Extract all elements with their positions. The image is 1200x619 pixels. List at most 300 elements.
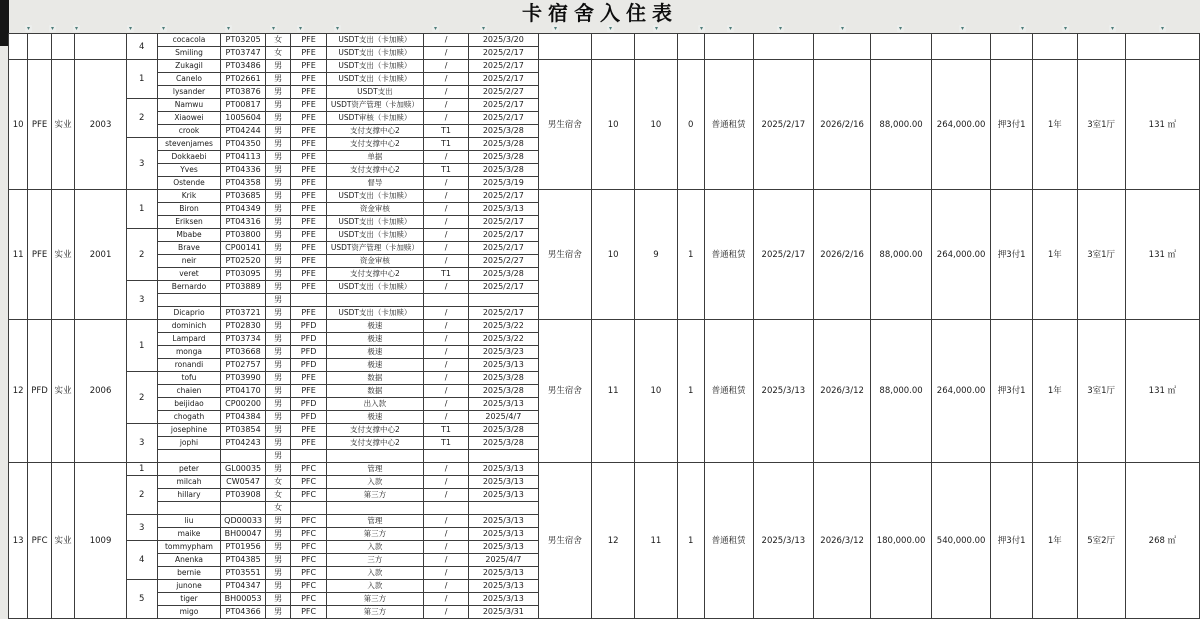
cell-name[interactable]: beijidao <box>157 398 221 411</box>
cell-gender[interactable]: 男 <box>265 385 291 398</box>
cell-date[interactable]: 2025/3/22 <box>469 320 539 333</box>
cell-type[interactable]: 实业 <box>51 320 75 463</box>
cell-dept[interactable]: PFE <box>291 86 326 99</box>
cell-dept[interactable]: PFC <box>291 567 326 580</box>
cell-rent[interactable]: 180,000.00 <box>871 463 932 619</box>
cell-dorm_type[interactable]: 男生宿舍 <box>538 190 591 320</box>
cell-dept[interactable]: PFE <box>291 242 326 255</box>
cell-building[interactable] <box>75 34 126 60</box>
cell-gender[interactable]: 女 <box>265 502 291 515</box>
cell-end[interactable]: 2026/2/16 <box>814 60 871 190</box>
cell-date[interactable]: 2025/4/7 <box>469 411 539 424</box>
cell-position[interactable]: 入款 <box>326 567 423 580</box>
cell-name[interactable]: Smiling <box>157 47 221 60</box>
cell-level[interactable]: / <box>424 307 469 320</box>
cell-name[interactable]: Mbabe <box>157 229 221 242</box>
cell-id[interactable]: PT03854 <box>221 424 266 437</box>
cell-name[interactable]: dominich <box>157 320 221 333</box>
cell-occupied[interactable]: 10 <box>635 320 677 463</box>
cell-id[interactable]: PT02757 <box>221 359 266 372</box>
cell-gender[interactable]: 男 <box>265 73 291 86</box>
cell-end[interactable] <box>814 34 871 60</box>
cell-date[interactable]: 2025/2/17 <box>469 99 539 112</box>
cell-gender[interactable]: 男 <box>265 346 291 359</box>
cell-layout[interactable] <box>1077 34 1125 60</box>
cell-lease[interactable]: 普通租赁 <box>704 60 753 190</box>
cell-name[interactable]: tiger <box>157 593 221 606</box>
cell-room[interactable]: 1 <box>126 60 157 99</box>
cell-dept[interactable]: PFE <box>291 164 326 177</box>
cell-start[interactable]: 2025/3/13 <box>753 320 814 463</box>
cell-position[interactable]: 支付支撑中心2 <box>326 125 423 138</box>
cell-gender[interactable]: 男 <box>265 151 291 164</box>
cell-position[interactable]: 数据 <box>326 372 423 385</box>
cell-gender[interactable]: 男 <box>265 112 291 125</box>
cell-dept[interactable]: PFE <box>291 34 326 47</box>
cell-name[interactable]: Namwu <box>157 99 221 112</box>
cell-name[interactable]: Bernardo <box>157 281 221 294</box>
cell-level[interactable]: / <box>424 580 469 593</box>
cell-position[interactable]: 极速 <box>326 333 423 346</box>
cell-name[interactable]: hillary <box>157 489 221 502</box>
cell-position[interactable]: USDT支出（卡加赎） <box>326 190 423 203</box>
cell-beds[interactable]: 11 <box>592 320 635 463</box>
cell-vacant[interactable] <box>677 34 704 60</box>
cell-id[interactable]: CP00200 <box>221 398 266 411</box>
filter-arrow-icon[interactable]: ▾ <box>74 25 78 32</box>
cell-gender[interactable]: 男 <box>265 138 291 151</box>
cell-room[interactable]: 3 <box>126 424 157 463</box>
cell-name[interactable]: Canelo <box>157 73 221 86</box>
cell-position[interactable]: 单据 <box>326 151 423 164</box>
cell-room[interactable]: 4 <box>126 34 157 60</box>
cell-lease[interactable]: 普通租赁 <box>704 463 753 619</box>
cell-dept[interactable]: PFE <box>291 203 326 216</box>
cell-dept[interactable]: PFC <box>291 554 326 567</box>
cell-start[interactable]: 2025/3/13 <box>753 463 814 619</box>
cell-vacant[interactable]: 1 <box>677 190 704 320</box>
cell-name[interactable]: stevenjames <box>157 138 221 151</box>
cell-gender[interactable]: 男 <box>265 268 291 281</box>
cell-id[interactable]: PT03734 <box>221 333 266 346</box>
cell-date[interactable]: 2025/3/28 <box>469 268 539 281</box>
cell-name[interactable]: tommypham <box>157 541 221 554</box>
cell-position[interactable]: 资金审核 <box>326 203 423 216</box>
cell-level[interactable]: / <box>424 515 469 528</box>
cell-gender[interactable]: 男 <box>265 242 291 255</box>
cell-dorm_type[interactable]: 男生宿舍 <box>538 60 591 190</box>
filter-arrow-icon[interactable]: ▾ <box>335 25 339 32</box>
cell-dept[interactable]: PFC <box>291 476 326 489</box>
cell-date[interactable]: 2025/3/13 <box>469 398 539 411</box>
cell-dept[interactable]: PFD <box>291 320 326 333</box>
cell-position[interactable]: USDT支出（卡加赎） <box>326 281 423 294</box>
cell-id[interactable]: PT03800 <box>221 229 266 242</box>
cell-end[interactable]: 2026/2/16 <box>814 190 871 320</box>
cell-position[interactable]: USDT资产管理（卡加赎） <box>326 99 423 112</box>
cell-name[interactable]: veret <box>157 268 221 281</box>
cell-position[interactable] <box>326 450 423 463</box>
cell-level[interactable]: / <box>424 463 469 476</box>
cell-position[interactable]: 第三方 <box>326 489 423 502</box>
cell-level[interactable]: / <box>424 255 469 268</box>
cell-type[interactable] <box>51 34 75 60</box>
cell-gender[interactable]: 男 <box>265 411 291 424</box>
cell-date[interactable]: 2025/3/28 <box>469 164 539 177</box>
cell-room[interactable]: 5 <box>126 580 157 619</box>
cell-position[interactable]: 支付支撑中心2 <box>326 268 423 281</box>
cell-lease[interactable]: 普通租赁 <box>704 190 753 320</box>
filter-arrow-icon[interactable]: ▾ <box>271 25 275 32</box>
cell-id[interactable]: PT04385 <box>221 554 266 567</box>
cell-position[interactable]: 极速 <box>326 359 423 372</box>
cell-name[interactable] <box>157 294 221 307</box>
cell-date[interactable]: 2025/3/13 <box>469 463 539 476</box>
cell-gender[interactable]: 男 <box>265 437 291 450</box>
cell-position[interactable]: USDT支出（卡加赎） <box>326 73 423 86</box>
cell-position[interactable]: 支付支撑中心2 <box>326 437 423 450</box>
cell-name[interactable]: maike <box>157 528 221 541</box>
cell-level[interactable]: / <box>424 242 469 255</box>
cell-room[interactable]: 2 <box>126 229 157 281</box>
cell-position[interactable]: 管理 <box>326 515 423 528</box>
cell-dept[interactable]: PFC <box>291 489 326 502</box>
cell-type[interactable]: 实业 <box>51 60 75 190</box>
cell-name[interactable]: Lampard <box>157 333 221 346</box>
cell-area[interactable] <box>1125 34 1199 60</box>
cell-gender[interactable]: 男 <box>265 398 291 411</box>
cell-total[interactable] <box>932 34 991 60</box>
cell-gender[interactable]: 男 <box>265 372 291 385</box>
cell-dept[interactable]: PFD <box>291 411 326 424</box>
cell-room[interactable]: 3 <box>126 281 157 320</box>
cell-dept[interactable]: PFC <box>291 606 326 619</box>
cell-position[interactable]: 极速 <box>326 346 423 359</box>
filter-arrow-icon[interactable]: ▾ <box>728 25 732 32</box>
cell-position[interactable]: USDT支出（卡加赎） <box>326 229 423 242</box>
cell-date[interactable]: 2025/3/13 <box>469 476 539 489</box>
cell-dept[interactable]: PFE <box>291 307 326 320</box>
cell-name[interactable]: monga <box>157 346 221 359</box>
cell-level[interactable]: / <box>424 333 469 346</box>
cell-start[interactable]: 2025/2/17 <box>753 190 814 320</box>
cell-position[interactable]: 第三方 <box>326 593 423 606</box>
filter-arrow-icon[interactable]: ▾ <box>898 25 902 32</box>
cell-dept[interactable]: PFE <box>291 112 326 125</box>
cell-id[interactable]: PT04366 <box>221 606 266 619</box>
cell-dept[interactable]: PFE <box>291 190 326 203</box>
cell-dept[interactable] <box>291 502 326 515</box>
cell-team[interactable]: PFC <box>28 463 51 619</box>
cell-gender[interactable]: 男 <box>265 424 291 437</box>
cell-building[interactable]: 2006 <box>75 320 126 463</box>
cell-position[interactable]: 三方 <box>326 554 423 567</box>
filter-arrow-icon[interactable]: ▾ <box>960 25 964 32</box>
cell-level[interactable]: T1 <box>424 424 469 437</box>
cell-room[interactable]: 3 <box>126 515 157 541</box>
cell-gender[interactable]: 男 <box>265 60 291 73</box>
cell-level[interactable] <box>424 294 469 307</box>
cell-total[interactable]: 540,000.00 <box>932 463 991 619</box>
cell-term[interactable]: 1年 <box>1033 463 1077 619</box>
cell-date[interactable]: 2025/2/17 <box>469 216 539 229</box>
cell-payment[interactable]: 押3付1 <box>991 60 1033 190</box>
cell-date[interactable] <box>469 502 539 515</box>
cell-dept[interactable]: PFC <box>291 541 326 554</box>
cell-level[interactable]: / <box>424 476 469 489</box>
cell-level[interactable]: / <box>424 151 469 164</box>
cell-room[interactable]: 2 <box>126 99 157 138</box>
cell-payment[interactable] <box>991 34 1033 60</box>
cell-level[interactable]: / <box>424 216 469 229</box>
cell-level[interactable]: / <box>424 34 469 47</box>
cell-name[interactable]: Zukagil <box>157 60 221 73</box>
cell-rent[interactable]: 88,000.00 <box>871 320 932 463</box>
cell-id[interactable] <box>221 294 266 307</box>
cell-level[interactable]: / <box>424 359 469 372</box>
cell-end[interactable]: 2026/3/12 <box>814 320 871 463</box>
cell-position[interactable]: 管理 <box>326 463 423 476</box>
cell-dept[interactable]: PFE <box>291 138 326 151</box>
cell-date[interactable]: 2025/3/23 <box>469 346 539 359</box>
cell-name[interactable] <box>157 450 221 463</box>
cell-gender[interactable]: 男 <box>265 541 291 554</box>
cell-date[interactable]: 2025/3/31 <box>469 606 539 619</box>
cell-level[interactable]: / <box>424 385 469 398</box>
cell-gender[interactable]: 男 <box>265 216 291 229</box>
cell-gender[interactable]: 男 <box>265 229 291 242</box>
cell-gender[interactable]: 男 <box>265 307 291 320</box>
cell-gender[interactable]: 男 <box>265 606 291 619</box>
cell-level[interactable]: / <box>424 528 469 541</box>
cell-date[interactable]: 2025/3/13 <box>469 580 539 593</box>
cell-position[interactable]: USDT支出（卡加赎） <box>326 60 423 73</box>
cell-dept[interactable]: PFE <box>291 125 326 138</box>
cell-date[interactable]: 2025/3/28 <box>469 151 539 164</box>
cell-beds[interactable]: 10 <box>592 190 635 320</box>
cell-seq[interactable]: 13 <box>9 463 28 619</box>
cell-dept[interactable]: PFC <box>291 593 326 606</box>
cell-level[interactable]: / <box>424 60 469 73</box>
cell-level[interactable]: / <box>424 86 469 99</box>
cell-name[interactable]: milcah <box>157 476 221 489</box>
cell-name[interactable]: junone <box>157 580 221 593</box>
cell-id[interactable]: CP00141 <box>221 242 266 255</box>
cell-total[interactable]: 264,000.00 <box>932 190 991 320</box>
cell-dorm_type[interactable]: 男生宿舍 <box>538 463 591 619</box>
cell-vacant[interactable]: 0 <box>677 60 704 190</box>
cell-dept[interactable]: PFE <box>291 268 326 281</box>
cell-term[interactable]: 1年 <box>1033 190 1077 320</box>
cell-dept[interactable]: PFE <box>291 255 326 268</box>
cell-room[interactable]: 1 <box>126 190 157 229</box>
cell-layout[interactable]: 3室1厅 <box>1077 60 1125 190</box>
cell-position[interactable]: 第三方 <box>326 606 423 619</box>
cell-payment[interactable]: 押3付1 <box>991 463 1033 619</box>
cell-seq[interactable]: 10 <box>9 60 28 190</box>
filter-arrow-icon[interactable]: ▾ <box>553 25 557 32</box>
cell-id[interactable]: PT03876 <box>221 86 266 99</box>
cell-id[interactable]: BH00047 <box>221 528 266 541</box>
cell-building[interactable]: 2001 <box>75 190 126 320</box>
cell-id[interactable]: PT03747 <box>221 47 266 60</box>
cell-start[interactable] <box>753 34 814 60</box>
cell-position[interactable]: 督导 <box>326 177 423 190</box>
cell-name[interactable]: Brave <box>157 242 221 255</box>
cell-id[interactable]: PT03668 <box>221 346 266 359</box>
cell-name[interactable]: Krik <box>157 190 221 203</box>
cell-id[interactable]: PT01956 <box>221 541 266 554</box>
cell-room[interactable]: 1 <box>126 320 157 372</box>
cell-gender[interactable]: 男 <box>265 450 291 463</box>
cell-position[interactable]: 支付支撑中心2 <box>326 424 423 437</box>
cell-id[interactable]: PT04336 <box>221 164 266 177</box>
cell-date[interactable]: 2025/3/13 <box>469 593 539 606</box>
cell-dorm_type[interactable] <box>538 34 591 60</box>
cell-level[interactable]: / <box>424 593 469 606</box>
cell-level[interactable]: T1 <box>424 164 469 177</box>
cell-dept[interactable]: PFE <box>291 372 326 385</box>
cell-dept[interactable]: PFE <box>291 99 326 112</box>
cell-position[interactable]: USDT支出 <box>326 86 423 99</box>
cell-seq[interactable]: 12 <box>9 320 28 463</box>
cell-gender[interactable]: 女 <box>265 489 291 502</box>
cell-area[interactable]: 131 ㎡ <box>1125 60 1199 190</box>
cell-level[interactable]: / <box>424 203 469 216</box>
cell-name[interactable]: cocacola <box>157 34 221 47</box>
cell-dept[interactable]: PFE <box>291 437 326 450</box>
cell-id[interactable]: PT03685 <box>221 190 266 203</box>
cell-name[interactable]: crook <box>157 125 221 138</box>
cell-level[interactable]: / <box>424 229 469 242</box>
filter-arrow-icon[interactable]: ▾ <box>1020 25 1024 32</box>
cell-beds[interactable] <box>592 34 635 60</box>
cell-room[interactable]: 3 <box>126 138 157 190</box>
cell-level[interactable]: / <box>424 554 469 567</box>
cell-position[interactable]: USDT审核（卡加赎） <box>326 112 423 125</box>
cell-area[interactable]: 131 ㎡ <box>1125 190 1199 320</box>
cell-term[interactable]: 1年 <box>1033 320 1077 463</box>
cell-date[interactable]: 2025/3/13 <box>469 567 539 580</box>
cell-type[interactable]: 实业 <box>51 463 75 619</box>
cell-occupied[interactable] <box>635 34 677 60</box>
cell-gender[interactable]: 男 <box>265 515 291 528</box>
cell-position[interactable]: 极速 <box>326 320 423 333</box>
cell-name[interactable]: josephine <box>157 424 221 437</box>
cell-level[interactable]: / <box>424 73 469 86</box>
cell-dept[interactable]: PFC <box>291 515 326 528</box>
cell-dept[interactable]: PFE <box>291 47 326 60</box>
cell-gender[interactable]: 男 <box>265 463 291 476</box>
filter-arrow-icon[interactable]: ▾ <box>654 25 658 32</box>
cell-id[interactable]: PT04349 <box>221 203 266 216</box>
cell-name[interactable]: chaien <box>157 385 221 398</box>
cell-id[interactable]: PT03990 <box>221 372 266 385</box>
cell-level[interactable]: / <box>424 190 469 203</box>
filter-arrow-icon[interactable]: ▾ <box>226 25 230 32</box>
cell-level[interactable]: T1 <box>424 138 469 151</box>
cell-rent[interactable] <box>871 34 932 60</box>
cell-name[interactable]: migo <box>157 606 221 619</box>
filter-arrow-icon[interactable]: ▾ <box>50 25 54 32</box>
cell-date[interactable]: 2025/3/13 <box>469 359 539 372</box>
cell-id[interactable]: PT04316 <box>221 216 266 229</box>
cell-name[interactable]: chogath <box>157 411 221 424</box>
cell-date[interactable]: 2025/3/28 <box>469 125 539 138</box>
cell-date[interactable]: 2025/3/28 <box>469 372 539 385</box>
cell-dept[interactable]: PFE <box>291 216 326 229</box>
cell-level[interactable]: / <box>424 281 469 294</box>
cell-date[interactable] <box>469 450 539 463</box>
cell-position[interactable]: 出入款 <box>326 398 423 411</box>
cell-name[interactable]: Xiaowei <box>157 112 221 125</box>
cell-layout[interactable]: 3室1厅 <box>1077 320 1125 463</box>
filter-arrow-icon[interactable]: ▾ <box>433 25 437 32</box>
cell-dept[interactable]: PFC <box>291 528 326 541</box>
cell-type[interactable]: 实业 <box>51 190 75 320</box>
cell-name[interactable]: ronandi <box>157 359 221 372</box>
cell-end[interactable]: 2026/3/12 <box>814 463 871 619</box>
cell-dept[interactable]: PFC <box>291 580 326 593</box>
cell-gender[interactable]: 男 <box>265 255 291 268</box>
cell-id[interactable]: PT03205 <box>221 34 266 47</box>
cell-id[interactable]: PT02661 <box>221 73 266 86</box>
cell-position[interactable]: 第三方 <box>326 528 423 541</box>
cell-term[interactable]: 1年 <box>1033 60 1077 190</box>
cell-name[interactable]: Eriksen <box>157 216 221 229</box>
cell-position[interactable]: 支付支撑中心2 <box>326 164 423 177</box>
cell-level[interactable]: / <box>424 320 469 333</box>
cell-dept[interactable]: PFC <box>291 463 326 476</box>
cell-level[interactable] <box>424 502 469 515</box>
cell-vacant[interactable]: 1 <box>677 463 704 619</box>
cell-dept[interactable]: PFE <box>291 229 326 242</box>
cell-name[interactable]: Ostende <box>157 177 221 190</box>
cell-date[interactable]: 2025/3/13 <box>469 528 539 541</box>
cell-date[interactable]: 2025/3/13 <box>469 515 539 528</box>
cell-seq[interactable] <box>9 34 28 60</box>
cell-occupied[interactable]: 11 <box>635 463 677 619</box>
cell-level[interactable]: / <box>424 398 469 411</box>
cell-room[interactable]: 2 <box>126 476 157 515</box>
cell-date[interactable]: 2025/3/13 <box>469 541 539 554</box>
cell-gender[interactable]: 男 <box>265 281 291 294</box>
cell-area[interactable]: 268 ㎡ <box>1125 463 1199 619</box>
filter-arrow-icon[interactable]: ▾ <box>128 25 132 32</box>
cell-gender[interactable]: 男 <box>265 125 291 138</box>
cell-date[interactable]: 2025/3/19 <box>469 177 539 190</box>
cell-date[interactable]: 2025/3/22 <box>469 333 539 346</box>
cell-level[interactable]: / <box>424 346 469 359</box>
cell-name[interactable]: Yves <box>157 164 221 177</box>
cell-room[interactable]: 2 <box>126 372 157 424</box>
cell-id[interactable]: PT04170 <box>221 385 266 398</box>
cell-level[interactable]: / <box>424 606 469 619</box>
cell-level[interactable]: / <box>424 99 469 112</box>
filter-arrow-icon[interactable]: ▾ <box>161 25 165 32</box>
cell-gender[interactable]: 女 <box>265 47 291 60</box>
cell-date[interactable]: 2025/2/17 <box>469 112 539 125</box>
cell-level[interactable]: / <box>424 47 469 60</box>
cell-level[interactable]: / <box>424 177 469 190</box>
cell-id[interactable]: PT04347 <box>221 580 266 593</box>
cell-id[interactable]: PT03721 <box>221 307 266 320</box>
cell-date[interactable]: 2025/2/17 <box>469 307 539 320</box>
cell-position[interactable]: 极速 <box>326 411 423 424</box>
cell-level[interactable]: T1 <box>424 125 469 138</box>
cell-gender[interactable]: 男 <box>265 294 291 307</box>
cell-level[interactable]: / <box>424 541 469 554</box>
